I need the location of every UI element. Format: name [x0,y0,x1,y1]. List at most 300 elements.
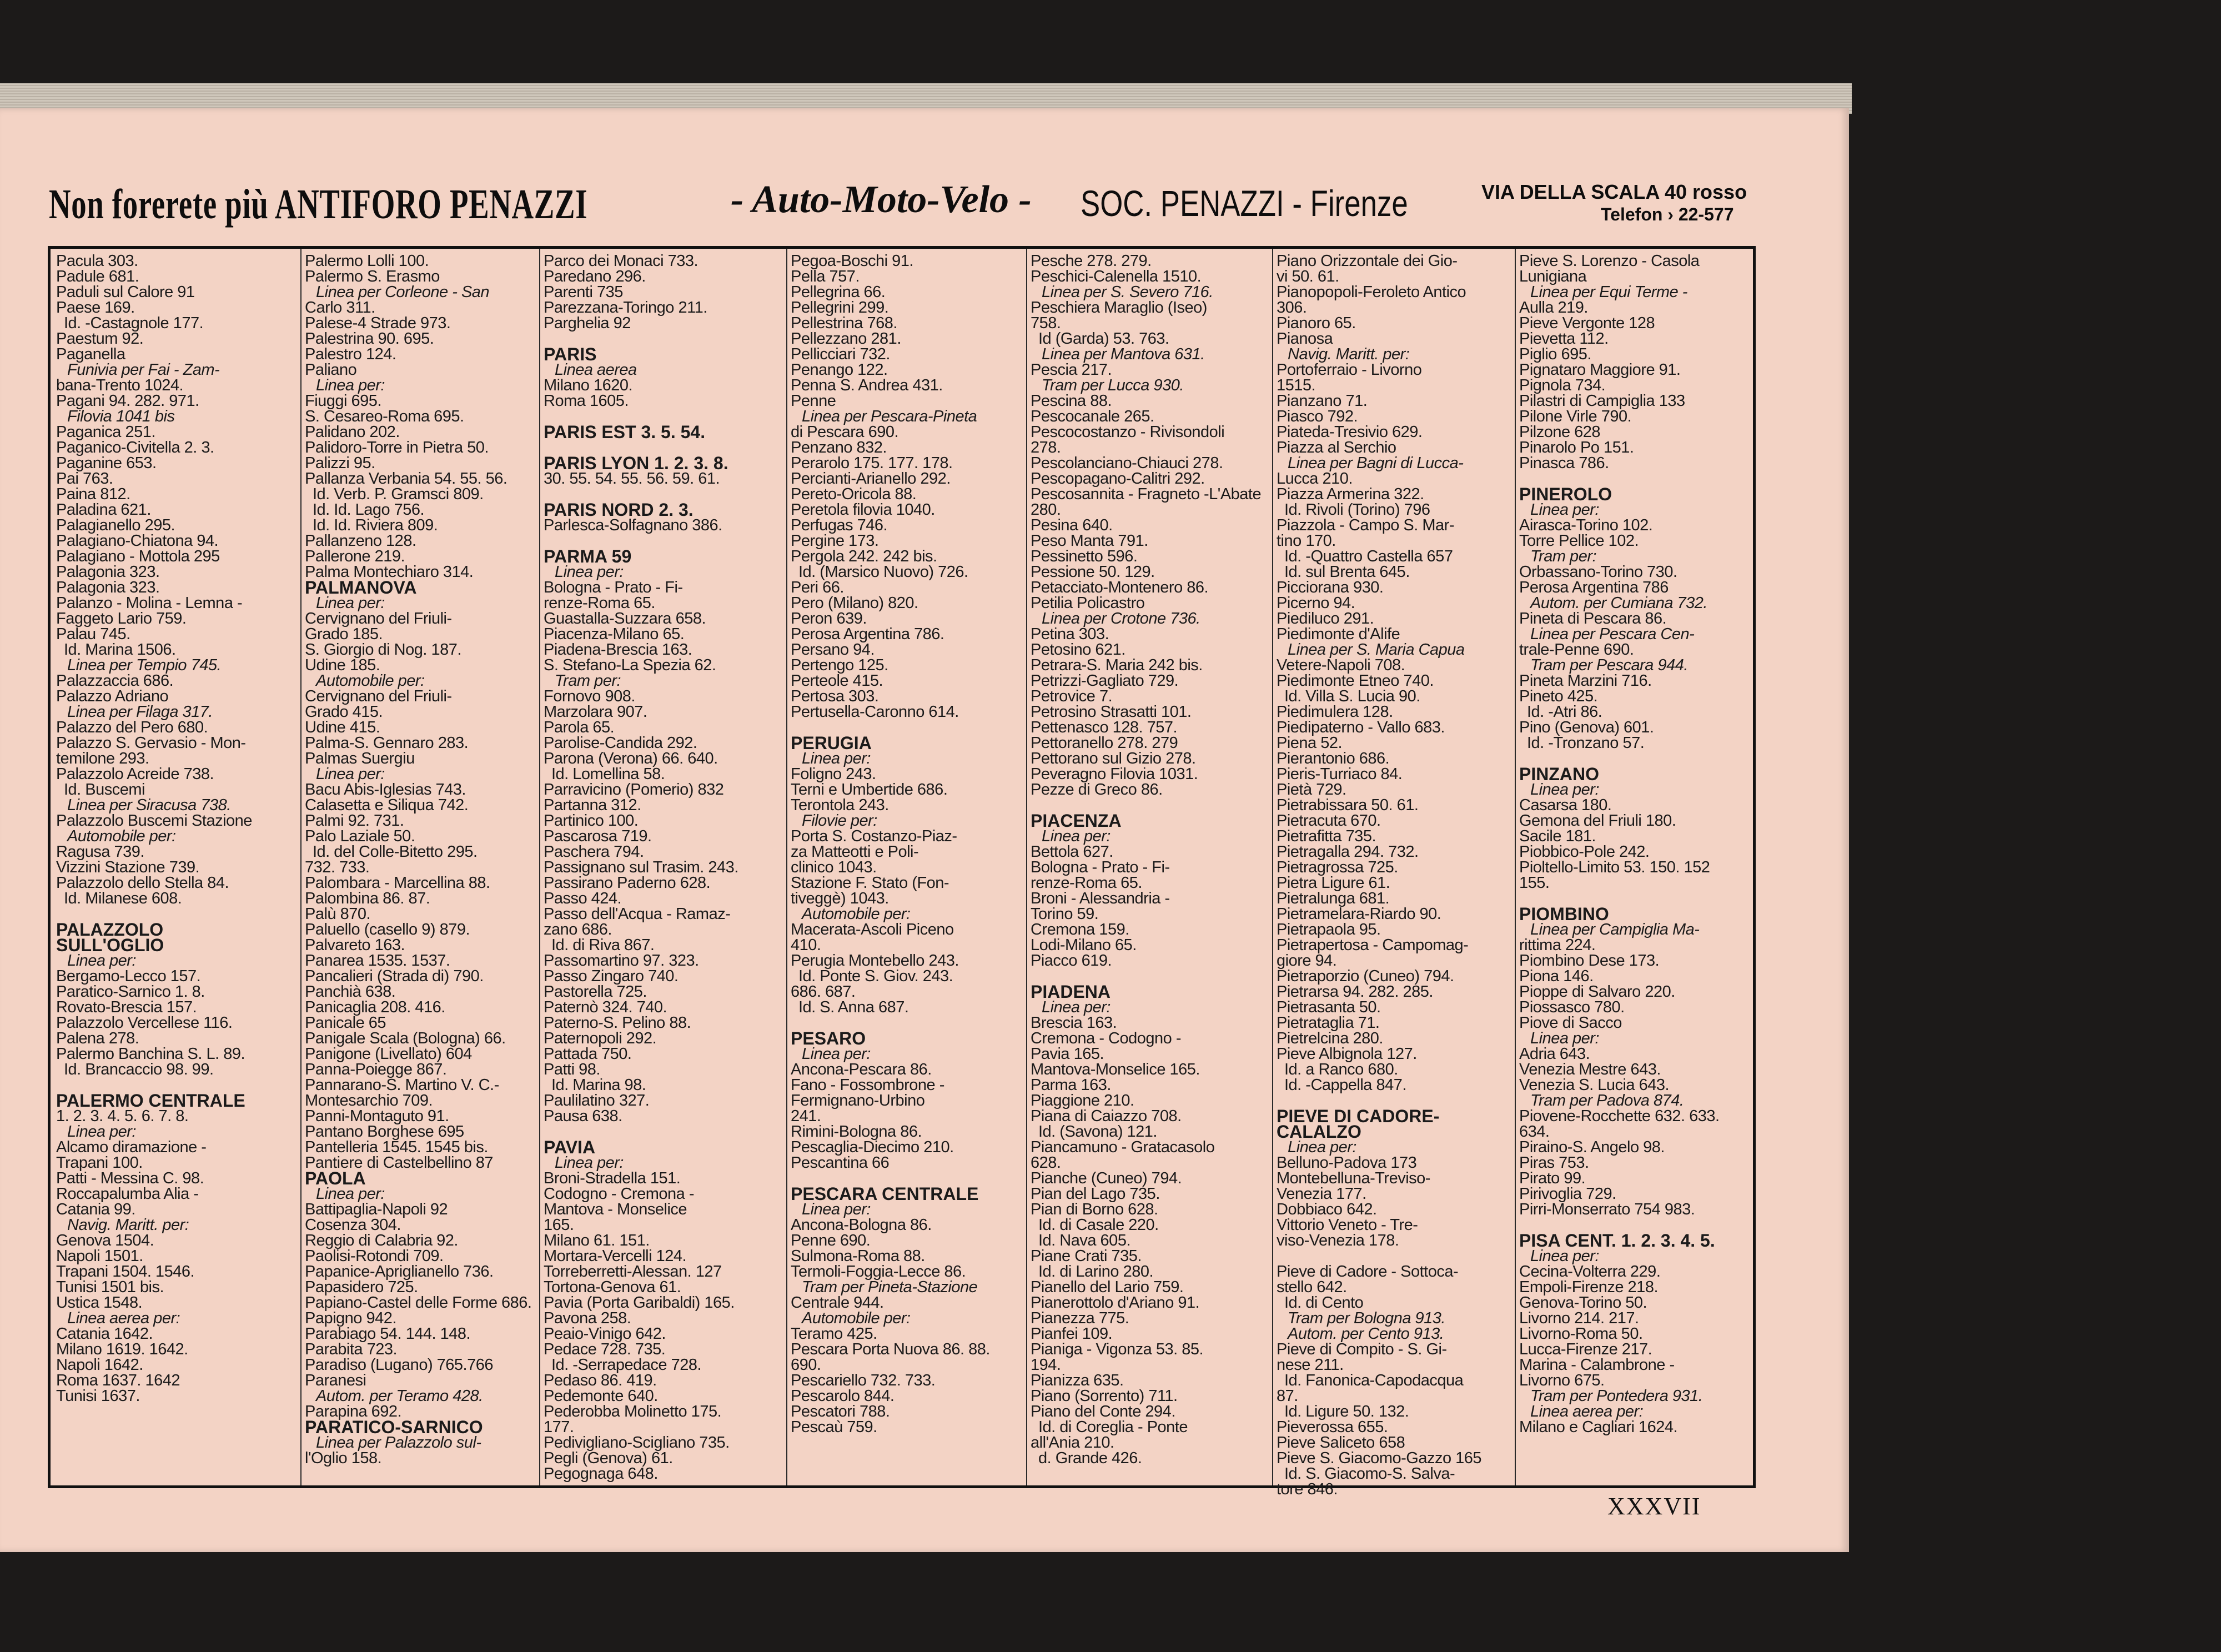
index-entry: Linea per Equi Terme - [1530,283,1687,301]
index-entry: Penzano 832. [791,439,887,456]
index-entry: Pieris-Turriaco 84. [1277,765,1403,783]
index-entry: Id. -Castagnole 177. [64,314,204,332]
index-entry: Trapani 100. [56,1154,143,1172]
index-entry: Pettenasco 128. 757. [1031,719,1178,736]
index-entry: tiveggè) 1043. [791,890,889,907]
index-entry: Id. (Marsico Nuovo) 726. [798,563,968,581]
index-entry: Linea per Palazzolo sul- [316,1434,481,1452]
index-entry: Pero (Milano) 820. [791,594,918,612]
index-entry: Paladina 621. [56,501,151,519]
index-entry: Paganella [56,345,125,363]
index-entry: Parravicino (Pomerio) 832 [544,781,724,799]
index-entry: Automobile per: [316,672,425,690]
index-entry: Palazzolo dello Stella 84. [56,874,229,892]
index-entry: Paganine 653. [56,454,157,472]
index-entry: Sulmona-Roma 88. [791,1247,925,1265]
index-entry: Pedaso 86. 419. [544,1372,657,1389]
index-entry: Linea per: [1288,1138,1356,1156]
index-entry: Palma Montechiaro 314. [305,563,474,581]
index-entry: Id. di Larino 280. [1038,1263,1154,1281]
index-entry: Brescia 163. [1031,1014,1117,1032]
index-entry: Pegoa-Boschi 91. [791,252,913,270]
index-entry: PINEROLO [1519,484,1612,504]
index-entry: Paschera 794. [544,843,644,861]
index-entry: Cecina-Volterra 229. [1519,1263,1661,1281]
index-entry: Peschici-Calenella 1510. [1031,268,1202,285]
index-entry: PIOMBINO [1519,904,1609,924]
index-entry: Paina 812. [56,485,130,503]
index-entry: Paganica 251. [56,423,155,441]
index-entry: Petilia Policastro [1031,594,1145,612]
column-divider [1515,249,1516,1485]
index-entry: Pacula 303. [56,252,138,270]
index-entry: Foligno 243. [791,765,876,783]
index-entry: Catania 1642. [56,1325,153,1343]
index-entry: Pinarolo Po 151. [1519,439,1634,456]
index-entry: Paradiso (Lugano) 765.766 [305,1356,493,1374]
index-entry: Id. del Colle-Bitetto 295. [313,843,478,861]
index-entry: Tram per: [555,672,621,690]
index-entry: Piombino Dese 173. [1519,952,1660,970]
index-entry: Fiuggi 695. [305,392,381,410]
index-entry: Linea per: [802,750,871,767]
header-slogan: Non forerete più ANTIFORO PENAZZI [49,181,588,228]
index-entry: Milano e Cagliari 1624. [1519,1418,1678,1436]
index-entry: Piedimulera 128. [1277,703,1393,721]
index-entry: 686. 687. [791,983,856,1001]
index-entry: 165. [544,1216,574,1234]
index-entry: Terontola 243. [791,796,889,814]
index-entry: Linea per: [1042,998,1110,1016]
index-entry: Piaggione 210. [1031,1092,1134,1109]
index-entry: Pattada 750. [544,1045,632,1063]
index-entry: Peschiera Maraglio (Iseo) [1031,299,1207,317]
index-entry: 732. 733. [305,858,370,876]
index-entry: Passo 424. [544,890,622,907]
index-entry: Petrosino Strasatti 101. [1031,703,1192,721]
index-entry: Autom. per Cento 913. [1288,1325,1444,1343]
index-entry: Funivia per Fai - Zam- [67,361,220,379]
index-entry: Milano 61. 151. [544,1232,650,1249]
index-entry: Parlesca-Solfagnano 386. [544,516,722,534]
index-entry: bana-Trento 1024. [56,376,184,394]
index-entry: Palazzolo Acreide 738. [56,765,214,783]
index-entry: PIACENZA [1031,811,1122,831]
index-entry: Udine 185. [305,656,380,674]
index-entry: Patti 98. [544,1061,600,1078]
index-entry: Panigale Scala (Bologna) 66. [305,1030,506,1047]
index-entry: Pietrapaola 95. [1277,921,1381,938]
index-entry: Linea per Crotone 736. [1042,610,1200,627]
index-entry: Pettoranello 278. 279 [1031,734,1178,752]
index-entry: Petina 303. [1031,625,1109,643]
index-entry: Id. Rivoli (Torino) 796 [1284,501,1430,519]
index-entry: Pegognaga 648. [544,1465,658,1483]
index-entry: 1. 2. 3. 4. 5. 6. 7. 8. [56,1107,189,1125]
index-entry: Cervignano del Friuli- [305,687,452,705]
index-entry: Montebelluna-Treviso- [1277,1169,1430,1187]
index-entry: Pavia (Porta Garibaldi) 165. [544,1294,735,1312]
index-entry: Pieve Albignola 127. [1277,1045,1417,1063]
index-entry: Id. S. Anna 687. [798,998,909,1016]
index-entry: Pallanza Verbania 54. 55. 56. [305,470,507,488]
index-entry: Tunisi 1637. [56,1387,140,1405]
index-entry: Gemona del Friuli 180. [1519,812,1676,830]
index-entry: Milano 1619. 1642. [56,1340,188,1358]
index-entry: Alcamo diramazione - [56,1138,207,1156]
index-entry: PERUGIA [791,733,872,753]
index-entry: Pineto 425. [1519,687,1598,705]
index-entry: Piacco 619. [1031,952,1112,970]
index-column-2 [305,253,537,1483]
index-entry: Id. di Riva 867. [551,936,655,954]
index-entry: Pioltello-Limito 53. 150. 152 [1519,858,1710,876]
index-entry: Rimini-Bologna 86. [791,1123,922,1141]
index-entry: Peron 639. [791,610,867,627]
index-entry: Linea per: [67,1123,136,1141]
index-entry: Paliano [305,361,357,379]
index-entry: Lucca-Firenze 217. [1519,1340,1652,1358]
index-table-frame [48,246,1756,1498]
index-entry: Piras 753. [1519,1154,1589,1172]
index-entry: Piano del Conte 294. [1031,1403,1175,1420]
index-entry: Pianfei 109. [1031,1325,1113,1343]
index-entry: Peso Manta 791. [1031,532,1148,550]
index-entry: Linea per: [555,563,624,581]
index-entry: Linea per Siracusa 738. [67,796,231,814]
index-entry: clinico 1043. [791,858,877,876]
index-entry: Battipaglia-Napoli 92 [305,1201,448,1218]
index-entry: Pietà 729. [1277,781,1346,799]
index-entry: Palombara - Marcellina 88. [305,874,490,892]
index-entry: Linea per: [316,376,385,394]
index-entry: Adria 643. [1519,1045,1590,1063]
index-entry: Automobile per: [67,827,176,845]
index-entry: Pereto-Oricola 88. [791,485,917,503]
index-entry: Pellicciari 732. [791,345,890,363]
index-entry: Petrara-S. Maria 242 bis. [1031,656,1203,674]
index-entry: Piazza Armerina 322. [1277,485,1424,503]
index-entry: Linea per Corleone - San [316,283,490,301]
index-entry: Pilzone 628 [1519,423,1601,441]
index-entry: S. Stefano-La Spezia 62. [544,656,716,674]
index-entry: Roma 1637. 1642 [56,1372,180,1389]
index-entry: Venezia 177. [1277,1185,1366,1203]
index-entry: Persano 94. [791,641,875,659]
index-entry: Linea per Mantova 631. [1042,345,1205,363]
index-entry: Parghelia 92 [544,314,631,332]
index-entry: Pellezzano 281. [791,330,901,348]
index-entry: Id (Garda) 53. 763. [1038,330,1169,348]
index-entry: Partanna 312. [544,796,641,814]
index-column-1 [56,253,299,1483]
index-entry: Palestrina 90. 695. [305,330,434,348]
index-entry: Linea per: [67,952,136,970]
index-entry: Petacciato-Montenero 86. [1031,579,1209,596]
index-entry: Macerata-Ascoli Piceno [791,921,954,938]
index-entry: Pieve Saliceto 658 [1277,1434,1405,1452]
index-entry: Casarsa 180. [1519,796,1612,814]
index-entry: Piateda-Tresivio 629. [1277,423,1423,441]
index-entry: renze-Roma 65. [544,594,655,612]
index-entry: Palermo S. Erasmo [305,268,440,285]
index-entry: Pievetta 112. [1519,330,1609,348]
index-entry: Teramo 425. [791,1325,877,1343]
index-entry: Pietrelcina 280. [1277,1030,1383,1047]
index-entry: Palmi 92. 731. [305,812,404,830]
index-entry: Id. -Serrapedace 728. [551,1356,702,1374]
index-entry: Pannarano-S. Martino V. C.- [305,1076,499,1094]
index-entry: Pian di Borno 628. [1031,1201,1158,1218]
index-entry: Palidano 202. [305,423,400,441]
index-entry: Patti - Messina C. 98. [56,1169,204,1187]
index-entry: Pianche (Cuneo) 794. [1031,1169,1182,1187]
index-entry: Pedivigliano-Scigliano 735. [544,1434,730,1452]
index-entry: Porta S. Costanzo-Piaz- [791,827,957,845]
index-entry: Bergamo-Lecco 157. [56,967,201,985]
index-entry: PESCARA CENTRALE [791,1184,979,1204]
index-entry: Pianopopoli-Feroleto Antico [1277,283,1466,301]
index-entry: Sacile 181. [1519,827,1596,845]
index-entry: Palermo Banchina S. L. 89. [56,1045,245,1063]
index-entry: Linea per: [802,1201,871,1218]
index-entry: Partinico 100. [544,812,639,830]
index-entry: Pierantonio 686. [1277,750,1390,767]
index-entry: Piedimonte d'Alife [1277,625,1400,643]
index-entry: rittima 224. [1519,936,1596,954]
index-entry: Pescarolo 844. [791,1387,895,1405]
index-entry: Autom. per Teramo 428. [316,1387,483,1405]
index-entry: Pantano Borghese 695 [305,1123,464,1141]
index-entry: Pietrapertosa - Campomag- [1277,936,1469,954]
index-entry: Id. Ponte S. Giov. 243. [798,967,953,985]
column-divider [539,249,540,1485]
index-entry: PARIS EST 3. 5. 54. [544,422,706,442]
index-entry: Bacu Abis-Iglesias 743. [305,781,466,799]
index-entry: Napoli 1501. [56,1247,143,1265]
index-entry: Palidoro-Torre in Pietra 50. [305,439,489,456]
index-entry: Pescolanciano-Chiauci 278. [1031,454,1223,472]
index-entry: Palanzo - Molina - Lemna - [56,594,243,612]
index-entry: Livorno 675. [1519,1372,1605,1389]
index-entry: PESARO [791,1028,866,1048]
index-entry: Pieve S. Giacomo-Gazzo 165 [1277,1449,1482,1467]
index-entry: SULL'OGLIO [56,935,164,955]
index-column-6 [1277,252,1513,1498]
index-entry: Pioppe di Salvaro 220. [1519,983,1675,1001]
index-column-5 [1031,253,1268,1483]
index-entry: Cremona 159. [1031,921,1129,938]
index-entry: Palestro 124. [305,345,396,363]
index-entry: Piano (Sorrento) 711. [1031,1387,1178,1405]
index-entry: Pancalieri (Strada di) 790. [305,967,484,985]
index-entry: Palese-4 Strade 973. [305,314,451,332]
index-entry: Pianello del Lario 759. [1031,1278,1184,1296]
index-entry: Portoferraio - Livorno [1277,361,1422,379]
header-phone: Telefon › 22-577 [1601,204,1734,224]
index-entry: Palazzo S. Gervasio - Mon- [56,734,246,752]
index-entry: PALAZZOLO [56,920,164,940]
header-company: SOC. PENAZZI - Firenze [1081,183,1408,224]
index-entry: Palazzolo Buscemi Stazione [56,812,252,830]
index-entry: 87. [1277,1387,1298,1405]
index-entry: Pescara Porta Nuova 86. 88. [791,1340,990,1358]
index-entry: Petosino 621. [1031,641,1125,659]
index-entry: Pellegrini 299. [791,299,889,317]
index-entry: Pietrasanta 50. [1277,998,1381,1016]
index-entry: Torre Pellice 102. [1519,532,1639,550]
index-entry: Piazza al Serchio [1277,439,1396,456]
index-entry: Piane Crati 735. [1031,1247,1142,1265]
index-entry: Id. a Ranco 680. [1284,1061,1398,1078]
index-entry: Id. Verb. P. Gramsci 809. [313,485,484,503]
index-entry: Id. -Atri 86. [1527,703,1602,721]
index-entry: Tram per Lucca 930. [1042,376,1184,394]
index-entry: Paganico-Civitella 2. 3. [56,439,214,456]
index-entry: Pianezza 775. [1031,1309,1129,1327]
index-entry: Pianosa [1277,330,1333,348]
index-entry: Palena 278. [56,1030,139,1047]
index-entry: Tunisi 1501 bis. [56,1278,164,1296]
index-entry: Pausa 638. [544,1107,622,1125]
index-entry: Venezia S. Lucia 643. [1519,1076,1670,1094]
index-entry: Livorno 214. 217. [1519,1309,1639,1327]
index-entry: Pieve S. Lorenzo - Casola [1519,252,1700,270]
index-entry: Guastalla-Suzzara 658. [544,610,706,627]
index-entry: Pella 757. [791,268,860,285]
index-entry: Percianti-Arianello 292. [791,470,951,488]
index-entry: Linea per: [555,1154,624,1172]
index-entry: Passirano Paderno 628. [544,874,711,892]
index-entry: Id. Ligure 50. 132. [1284,1403,1409,1420]
index-entry: Perosa Argentina 786 [1519,579,1669,596]
index-entry: Pavona 258. [544,1309,631,1327]
index-entry: Paluello (casello 9) 879. [305,921,470,938]
index-entry: Pertosa 303. [791,687,879,705]
index-entry: Palma-S. Gennaro 283. [305,734,469,752]
timetable-index-page [0,108,1849,1552]
index-entry: Empoli-Firenze 218. [1519,1278,1658,1296]
index-entry: Genova-Torino 50. [1519,1294,1647,1312]
index-entry: Id. Id. Riviera 809. [313,516,438,534]
index-entry: Linea per S. Maria Capua [1288,641,1465,659]
index-entry: Pignataro Maggiore 91. [1519,361,1681,379]
index-entry: Linea per Campiglia Ma- [1530,921,1700,938]
index-entry: Passignano sul Trasim. 243. [544,858,738,876]
index-entry: S. Cesareo-Roma 695. [305,408,464,425]
index-entry: Navig. Maritt. per: [1288,345,1410,363]
index-entry: Piazzola - Campo S. Mar- [1277,516,1454,534]
index-entry: Vetere-Napoli 708. [1277,656,1405,674]
index-entry: Linea per Pescara-Pineta [802,408,977,425]
index-entry: Palmas Suergiu [305,750,415,767]
index-entry: Reggio di Calabria 92. [305,1232,458,1249]
index-entry: Id. Villa S. Lucia 90. [1284,687,1420,705]
index-entry: Cosenza 304. [305,1216,401,1234]
index-entry: Piena 52. [1277,734,1343,752]
index-entry: Paratico-Sarnico 1. 8. [56,983,205,1001]
index-entry: Panicaglia 208. 416. [305,998,445,1016]
index-entry: Catania 99. [56,1201,135,1218]
index-entry: Passomartino 97. 323. [544,952,699,970]
index-entry: Piacenza-Milano 65. [544,625,685,643]
index-entry: Piraino-S. Angelo 98. [1519,1138,1665,1156]
index-entry: Pirato 99. [1519,1169,1586,1187]
index-entry: Pianzano 71. [1277,392,1368,410]
index-entry: viso-Venezia 178. [1277,1232,1399,1249]
index-entry: Piona 146. [1519,967,1594,985]
index-entry: Id. Marina 98. [551,1076,646,1094]
index-entry: Broni-Stradella 151. [544,1169,681,1187]
index-entry: Perteole 415. [791,672,883,690]
index-entry: PISA CENT. 1. 2. 3. 4. 5. [1519,1231,1715,1251]
index-entry: Tram per Pineta-Stazione [802,1278,978,1296]
index-entry: Passo dell'Acqua - Ramaz- [544,905,731,923]
index-entry: Roma 1605. [544,392,629,410]
index-entry: Pergola 242. 242 bis. [791,548,937,565]
index-entry: Livorno-Roma 50. [1519,1325,1643,1343]
index-entry: Linea per: [1530,1030,1599,1047]
index-entry: Panchià 638. [305,983,396,1001]
index-entry: Pescaù 759. [791,1418,877,1436]
index-entry: Paterno-S. Pelino 88. [544,1014,691,1032]
index-entry: Ancona-Pescara 86. [791,1061,932,1078]
index-entry: Pietrabissara 50. 61. [1277,796,1419,814]
index-entry: Cervignano del Friuli- [305,610,452,627]
index-entry: Pieverossa 655. [1277,1418,1388,1436]
advertisement-header [49,178,1798,244]
index-entry: Pirivoglia 729. [1519,1185,1616,1203]
index-entry: giore 94. [1277,952,1337,970]
index-entry: CALALZO [1277,1122,1361,1142]
index-entry: di Pescara 690. [791,423,899,441]
index-entry: Penango 122. [791,361,888,379]
index-entry: Pianoro 65. [1277,314,1356,332]
index-entry: Pieve di Cadore - Sottoca- [1277,1263,1459,1281]
index-entry: Perugia Montebello 243. [791,952,959,970]
index-entry: 194. [1031,1356,1061,1374]
index-entry: Pianiga - Vigonza 53. 85. [1031,1340,1204,1358]
index-entry: Piancamuno - Gratacasolo [1031,1138,1215,1156]
index-entry: Pinasca 786. [1519,454,1609,472]
index-entry: Pieve Vergonte 128 [1519,314,1655,332]
column-divider [300,249,302,1485]
index-entry: Vizzini Stazione 739. [56,858,200,876]
index-entry: Parapina 692. [305,1403,402,1420]
index-entry: Palagiano-Chiatona 94. [56,532,219,550]
index-entry: Paternò 324. 740. [544,998,667,1016]
index-entry: Calasetta e Siliqua 742. [305,796,469,814]
index-entry: Pessinetto 596. [1031,548,1138,565]
index-entry: stello 642. [1277,1278,1347,1296]
index-entry: Napoli 1642. [56,1356,143,1374]
index-entry: Panna-Poiegge 867. [305,1061,447,1078]
index-entry: Pietrataglia 71. [1277,1014,1380,1032]
index-entry: Bologna - Prato - Fi- [544,579,683,596]
index-entry: Linea per: [316,765,385,783]
index-entry: Linea per: [1530,781,1599,799]
index-entry: Id. di Cento [1284,1294,1364,1312]
index-entry: Piano Orizzontale dei Gio- [1277,252,1458,270]
index-entry: Pavia 165. [1031,1045,1104,1063]
index-entry: Mortara-Vercelli 124. [544,1247,687,1265]
index-entry: Id. Nava 605. [1038,1232,1130,1249]
index-entry: Picciorana 930. [1277,579,1384,596]
index-entry: 1515. [1277,376,1316,394]
index-entry: Pagani 94. 282. 971. [56,392,199,410]
index-entry: Pietra Ligure 61. [1277,874,1390,892]
index-entry: Lodi-Milano 65. [1031,936,1137,954]
